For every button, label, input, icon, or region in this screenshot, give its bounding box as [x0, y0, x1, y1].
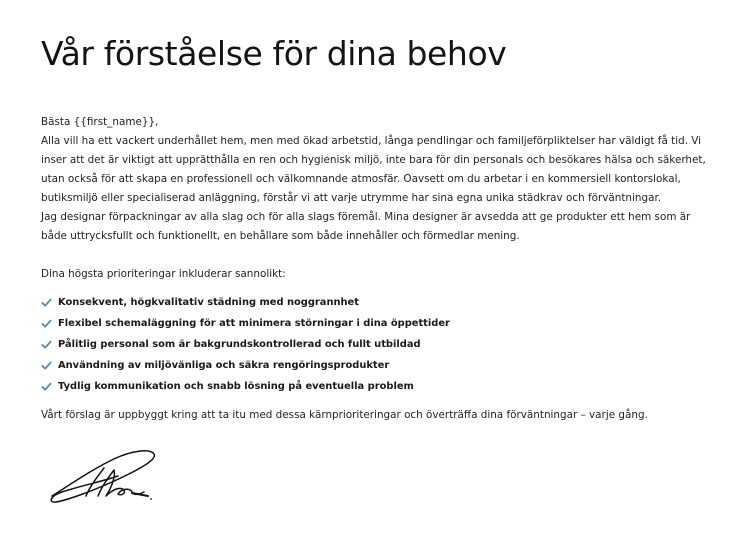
priority-text: Pålitlig personal som är bakgrundskontrollerad och fullt utbildad — [58, 339, 421, 350]
check-icon — [41, 360, 52, 371]
list-item — [41, 355, 711, 376]
priorities-list — [41, 292, 711, 397]
priority-text: Användning av miljövänliga och säkra rengöringsprodukter — [58, 360, 390, 371]
check-icon — [41, 318, 52, 329]
greeting: Bästa {{first_name}}, — [41, 116, 159, 128]
paragraph-design: Jag designar förpackningar av alla slag och för alla slags föremål. Mina designer är avsedda att ge produkter ett hem som är både uttrycksfullt och funktionellt, en behållare som både innehåller och förmedlar mening. — [41, 211, 691, 242]
signature-icon — [46, 446, 164, 510]
closing-paragraph: Vårt förslag är uppbyggt kring att ta itu med dessa kärnprioriteringar och överträffa dina förväntningar – varje gång. — [41, 409, 648, 421]
letter-body — [41, 113, 711, 425]
list-item — [41, 334, 711, 355]
check-icon — [41, 381, 52, 392]
priority-text: Tydlig kommunikation och snabb lösning på eventuella problem — [58, 381, 414, 392]
priority-text: Flexibel schemaläggning för att minimera störningar i dina öppettider — [58, 318, 450, 329]
spacer — [41, 246, 711, 265]
page-title: Vår förståelse för dina behov — [41, 34, 507, 73]
list-item — [41, 313, 711, 334]
check-icon — [41, 339, 52, 350]
paragraph-intro: Alla vill ha ett vackert underhållet hem, men med ökad arbetstid, långa pendlingar och familjeförpliktelser har väldigt få tid. Vi inser att det är viktigt att upprätthålla en ren och hygienisk miljö, inte bara för din personals och besökares hälsa och säkerhet, utan också för att skapa en professionell och välkomnande atmosfär. Oavsett om du arbetar i en kommersiell kontorslokal, butiksmiljö eller specialiserad anläggning, förstår vi att varje utrymme har sina egna unika städkrav och förväntningar. — [41, 135, 706, 204]
list-item — [41, 292, 711, 313]
priorities-intro: Dina högsta prioriteringar inkluderar sannolikt: — [41, 268, 286, 280]
list-item — [41, 376, 711, 397]
check-icon — [41, 297, 52, 308]
priority-text: Konsekvent, högkvalitativ städning med noggrannhet — [58, 297, 359, 308]
